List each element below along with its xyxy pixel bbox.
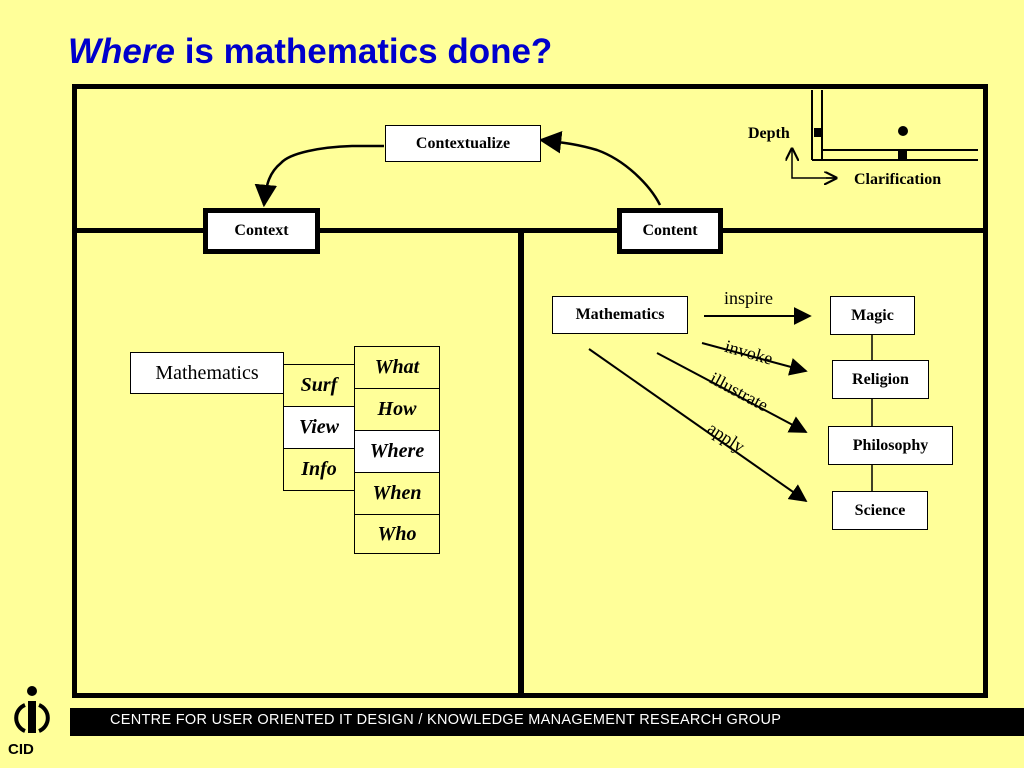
where-box: Where [354,430,440,473]
arrow-to-context [264,146,384,205]
apply-label: apply [704,418,749,457]
invoke-label: invoke [722,336,776,369]
inspire-label: inspire [724,288,773,308]
contextualize-box: Contextualize [385,125,541,162]
cid-logo-text: CID [8,741,34,758]
philosophy-box: Philosophy [828,426,953,465]
clarification-label: Clarification [854,171,942,188]
how-box: How [354,388,440,431]
context-box: Context [203,208,320,254]
info-box: Info [283,448,355,491]
depth-label: Depth [748,125,790,142]
content-box: Content [617,208,723,254]
left-mathematics-box: Mathematics [130,352,284,394]
magic-box: Magic [830,296,915,335]
who-box: Who [354,514,440,554]
science-box: Science [832,491,928,530]
what-box: What [354,346,440,389]
title-rest: is mathematics done? [174,32,553,71]
right-mathematics-box: Mathematics [552,296,688,334]
when-box: When [354,472,440,515]
title-emphasis: Where [68,32,175,71]
footer-text: CENTRE FOR USER ORIENTED IT DESIGN / KNOWLEDGE MANAGEMENT RESEARCH GROUP [110,712,782,728]
view-box: View [283,406,355,449]
arrow-apply [589,349,806,501]
cid-logo-icon [6,682,56,742]
surf-box: Surf [283,364,355,407]
arrow-to-contextualize [541,140,660,205]
religion-box: Religion [832,360,929,399]
illustrate-label: illustrate [706,368,772,416]
